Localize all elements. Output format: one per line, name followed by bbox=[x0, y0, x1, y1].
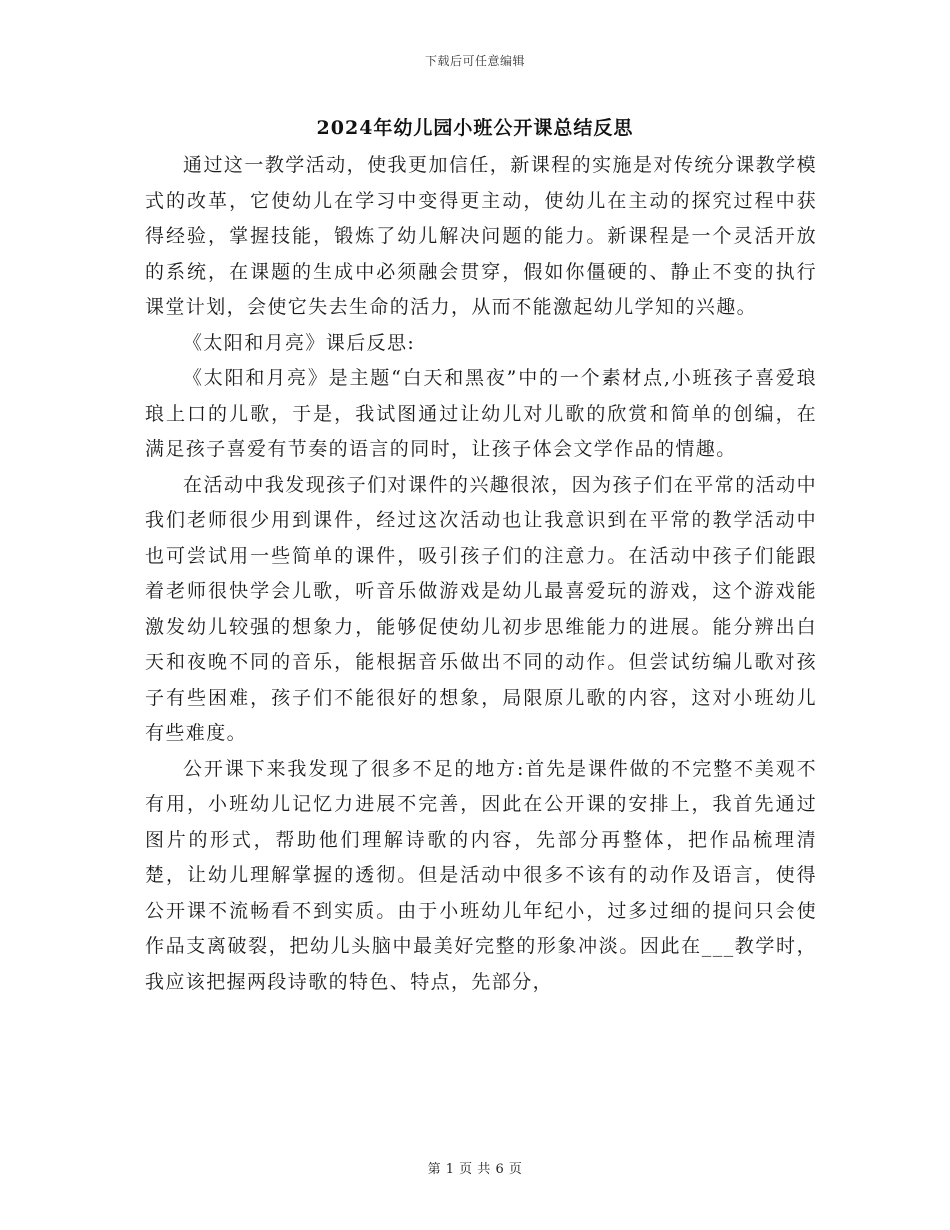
paragraph-shortcomings: 公开课下来我发现了很多不足的地方:首先是课件做的不完整不美观不有用，小班幼儿记忆力进展不完善，因此在公开课的安排上，我首先通过图片的形式，帮助他们理解诗歌的内容，先部分再整体，把作品梳理清楚，让幼儿理解掌握的透彻。但是活动中很多不该有的动作及语言，使得公开课不流畅看不到实质。由于小班幼儿年纪小，过多过细的提问只会使作品支离破裂，把幼儿头脑中最美好完整的形象冲淡。因此在___教学时，我应该把握两段诗歌的特色、特点，先部分， bbox=[145, 757, 817, 993]
paragraph-activity: 在活动中我发现孩子们对课件的兴趣很浓，因为孩子们在平常的活动中我们老师很少用到课件，经过这次活动也让我意识到在平常的教学活动中也可尝试用一些简单的课件，吸引孩子们的注意力。在活动中孩子们能跟着老师很快学会儿歌，听音乐做游戏是幼儿最喜爱玩的游戏，这个游戏能激发幼儿较强的想象力，能够促使幼儿初步思维能力的进展。能分辨出白天和夜晚不同的音乐，能根据音乐做出不同的动作。但尝试纺编儿歌对孩子有些困难，孩子们不能很好的想象，局限原儿歌的内容，这对小班幼儿有些难度。 bbox=[145, 473, 817, 744]
document-body bbox=[145, 148, 817, 1000]
paragraph-topic: 《太阳和月亮》是主题“白天和黑夜”中的一个素材点,小班孩子喜爱琅琅上口的儿歌，于是，我试图通过让幼儿对儿歌的欣赏和简单的创编，在满足孩子喜爱有节奏的语言的同时，让孩子体会文学作品的情趣。 bbox=[145, 367, 817, 460]
page-header: 下载后可任意编辑 bbox=[424, 54, 525, 68]
document-title: 2024年幼儿园小班公开课总结反思 bbox=[316, 117, 634, 139]
paragraph-intro: 通过这一教学活动，使我更加信任，新课程的实施是对传统分课教学模式的改革，它使幼儿在学习中变得更主动，使幼儿在主动的探究过程中获得经验，掌握技能，锻炼了幼儿解决问题的能力。新课程是一个灵活开放的系统，在课题的生成中必须融会贯穿，假如你僵硬的、静止不变的执行课堂计划，会使它失去生命的活力，从而不能激起幼儿学知的兴趣。 bbox=[145, 154, 817, 318]
paragraph-reflection-heading: 《太阳和月亮》课后反思: bbox=[183, 331, 416, 354]
page-number: 第 1 页 共 6 页 bbox=[427, 1162, 523, 1177]
